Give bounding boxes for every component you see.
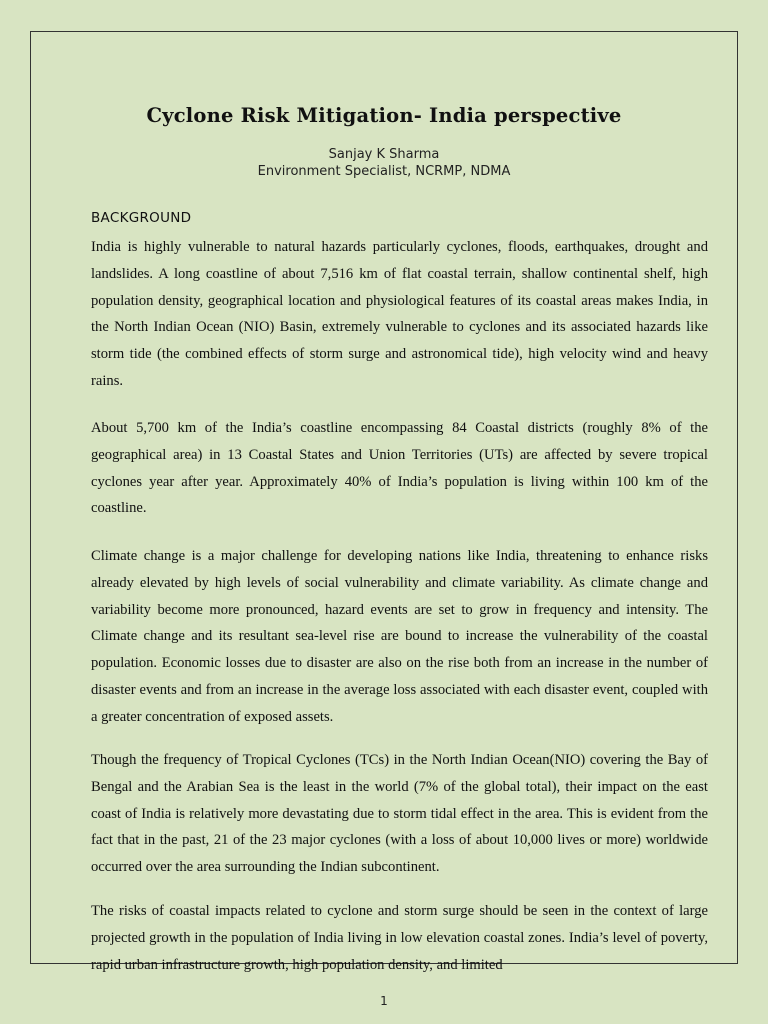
page-number: 1	[380, 994, 388, 1008]
paragraph-3: Climate change is a major challenge for developing nations like India, threatening to enhance risks already elevated by high levels of social vulnerability and climate variability. As climate change and variability become more pronounced, hazard events are set to grow in frequency and intensity. The Climate change and its resultant sea-level rise are bound to increase the vulnerability of the coastal population. Economic losses due to disaster are also on the rise both from an increase in the number of disaster events and from an increase in the average loss associated with each disaster event, coupled with a greater concentration of exposed assets.	[91, 548, 708, 725]
author-affiliation: Environment Specialist, NCRMP, NDMA	[257, 164, 511, 179]
author-name: Sanjay K Sharma	[328, 147, 440, 162]
paragraph-2: About 5,700 km of the India’s coastline encompassing 84 Coastal districts (roughly 8% of the geographical area) in 13 Coastal States and Union Territories (UTs) are affected by severe tropical cyclones year after year. Approximately 40% of India’s population is living within 100 km of the coastline.	[91, 420, 708, 517]
paragraph-1: India is highly vulnerable to natural hazards particularly cyclones, floods, earthquakes, drought and landslides. A long coastline of about 7,516 km of flat coastal terrain, shallow continental shelf, high population density, geographical location and physiological features of its coastal areas makes India, in the North Indian Ocean (NIO) Basin, extremely vulnerable to cyclones and its associated hazards like storm tide (the combined effects of storm surge and astronomical tide), high velocity wind and heavy rains.	[91, 239, 708, 389]
paragraph-4: Though the frequency of Tropical Cyclones (TCs) in the North Indian Ocean(NIO) covering the Bay of Bengal and the Arabian Sea is the least in the world (7% of the global total), their impact on the east coast of India is relatively more devastating due to storm tidal effect in the area. This is evident from the fact that in the past, 21 of the 23 major cyclones (with a loss of about 10,000 lives or more) worldwide occurred over the area surrounding the Indian subcontinent.	[91, 752, 708, 876]
paragraph-5: The risks of coastal impacts related to cyclone and storm surge should be seen in the context of large projected growth in the population of India living in low elevation coastal zones. India’s level of poverty, rapid urban infrastructure growth, high population density, and limited	[91, 903, 708, 973]
document-page	[30, 31, 738, 1008]
section-heading: BACKGROUND	[91, 210, 192, 226]
document-title: Cyclone Risk Mitigation- India perspective	[146, 104, 622, 127]
